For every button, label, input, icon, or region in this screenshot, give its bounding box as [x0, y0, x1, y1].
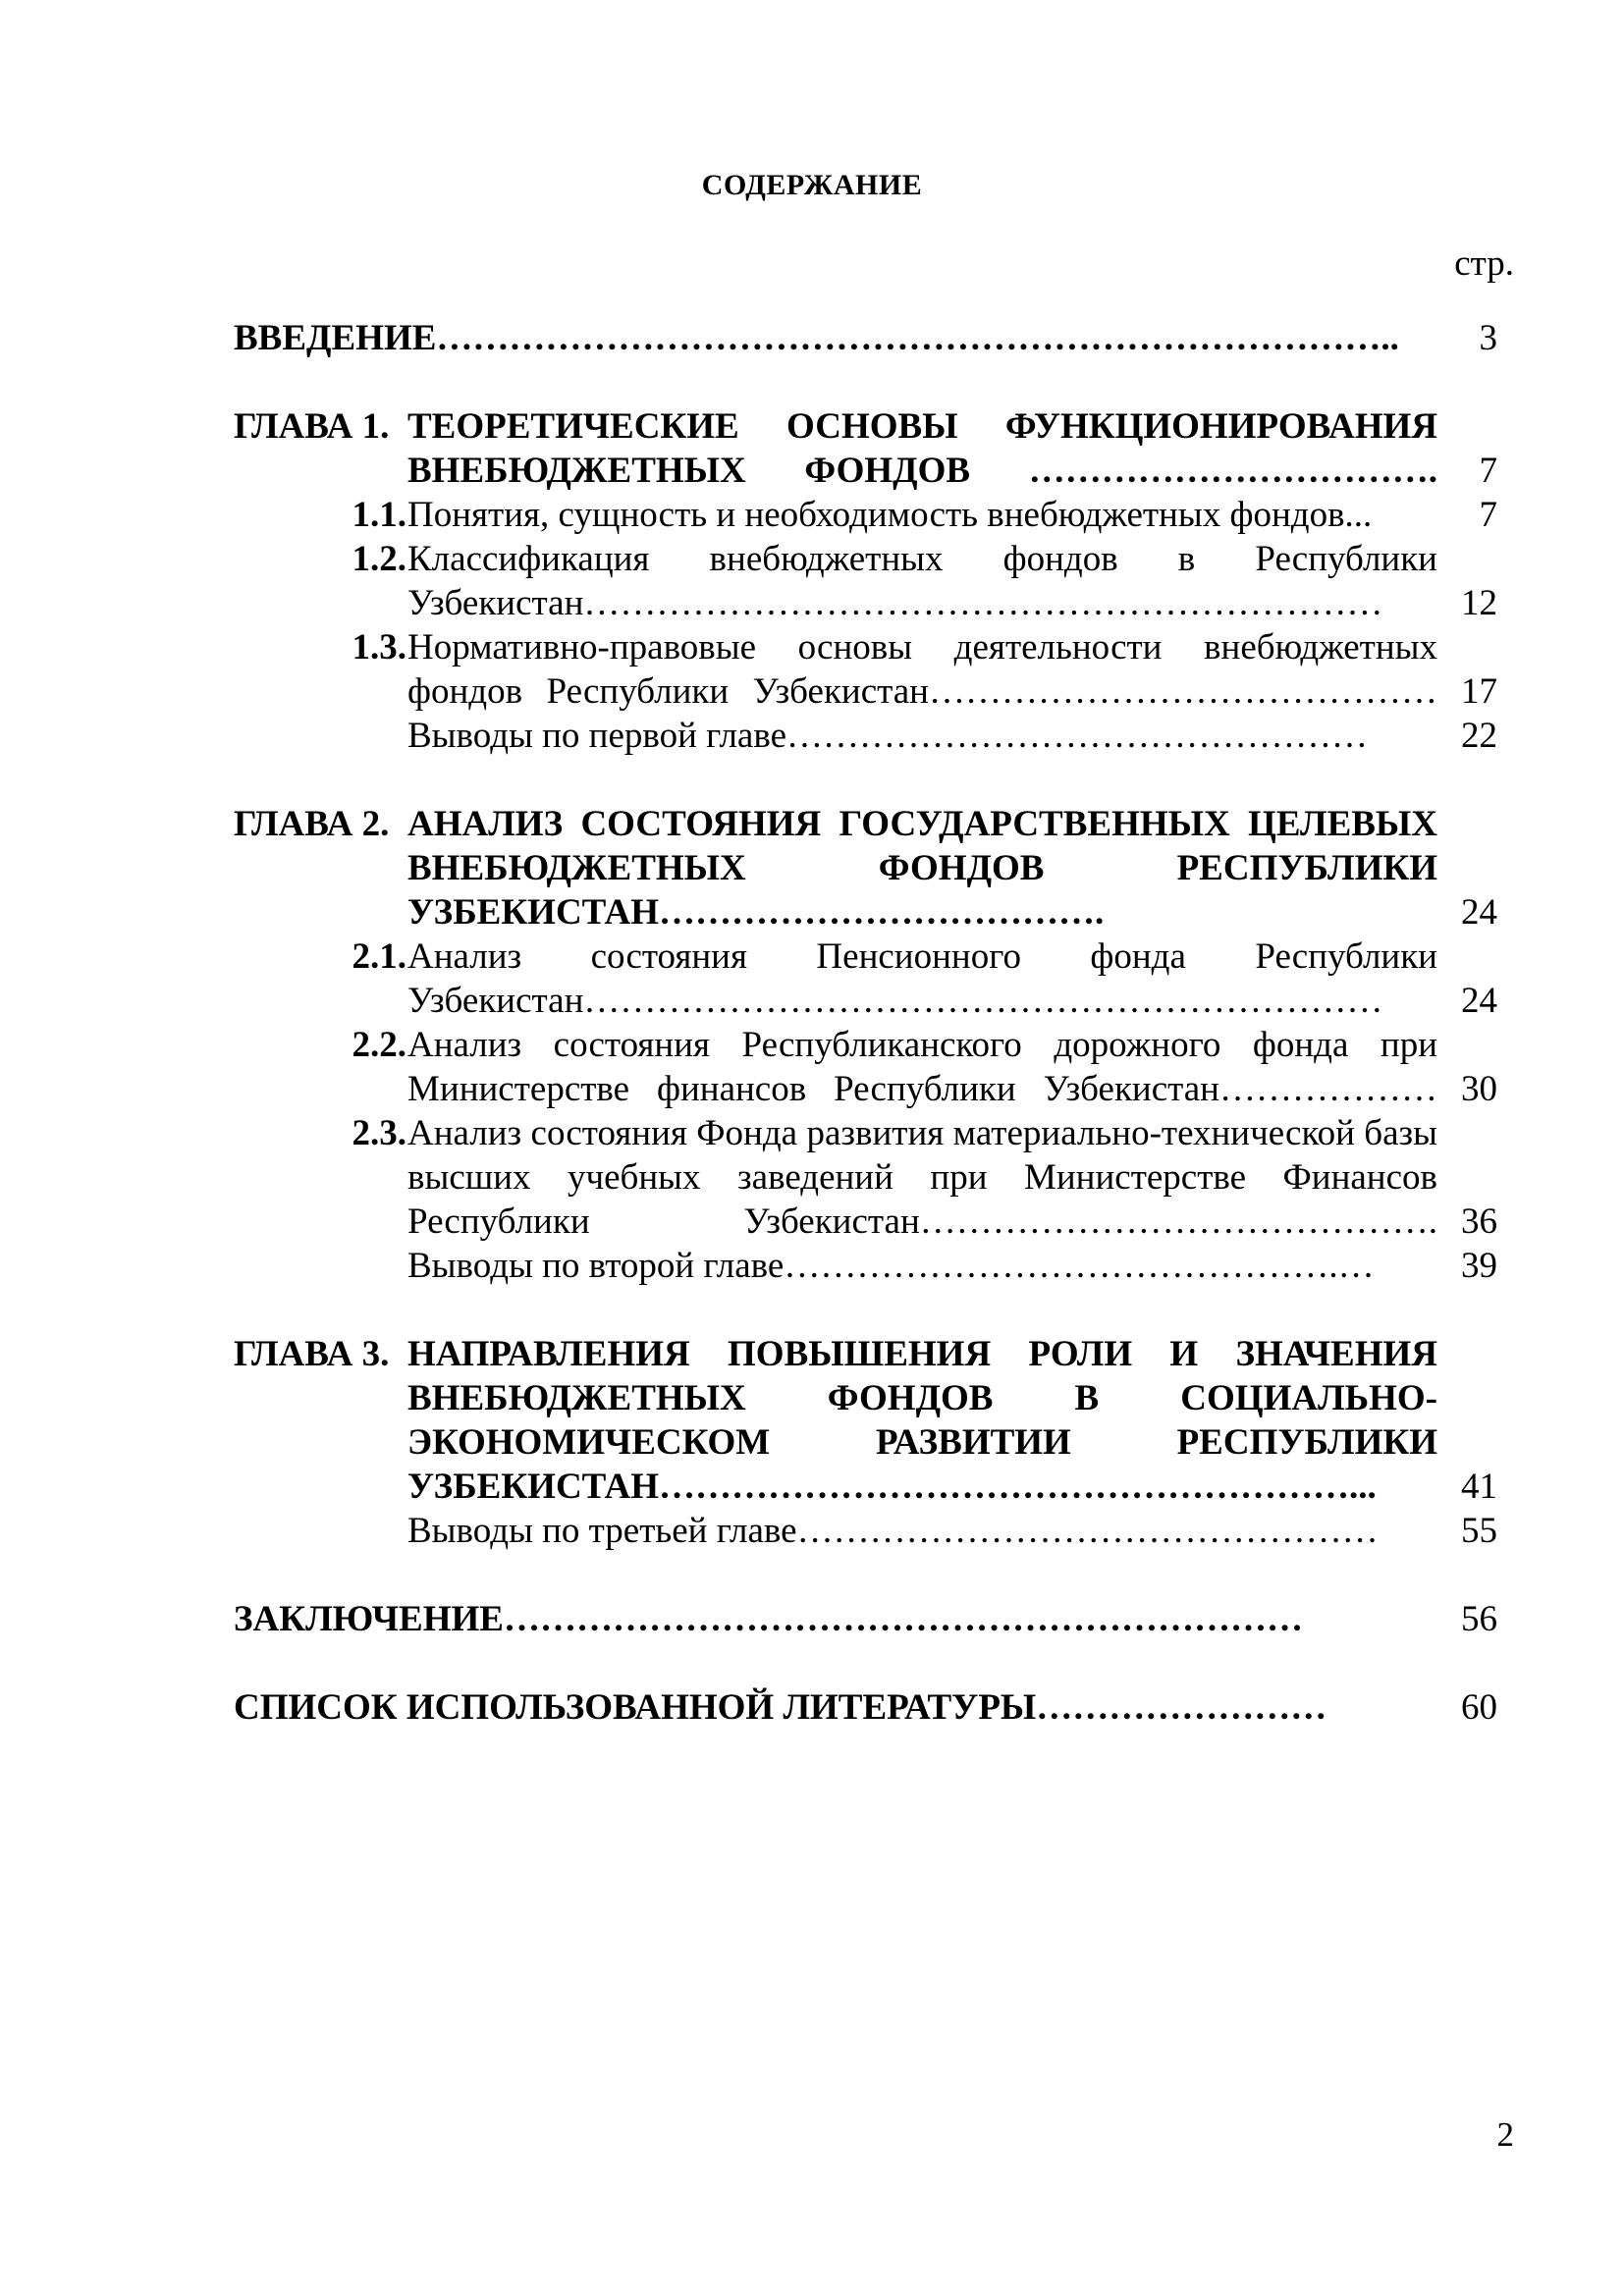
toc-entry-text: Анализ состояния Республиканского дорожного фонда при Министерстве финансов Республики Узбекистан………………	[407, 1025, 1437, 1109]
page-number: 2	[1496, 2115, 1514, 2154]
toc-entry-page: 7	[1479, 495, 1497, 535]
toc-entry-text: Выводы по третьей главе…………………………………………	[407, 1511, 1379, 1551]
toc-entry-page: 24	[1461, 892, 1497, 933]
toc-entry-chapter-1	[234, 404, 1498, 493]
table-of-contents	[234, 316, 1498, 1730]
toc-entry-conclusion	[234, 1597, 1498, 1641]
toc-entry-text: СПИСОК ИСПОЛЬЗОВАННОЙ ЛИТЕРАТУРЫ……………………	[234, 1687, 1327, 1728]
toc-entry-text: Анализ состояния Пенсионного фонда Республики Узбекистан…………………………………………………………	[407, 936, 1437, 1021]
toc-entry-section-2-2	[234, 1023, 1498, 1111]
toc-entry-page: 30	[1461, 1069, 1497, 1109]
toc-entry-page: 17	[1461, 671, 1497, 712]
toc-entry-page: 12	[1461, 583, 1497, 623]
toc-entry-chapter-3-summary	[234, 1509, 1498, 1553]
toc-entry-number: 1.3.	[352, 627, 406, 667]
toc-entry-number: ГЛАВА 2.	[234, 804, 390, 844]
toc-entry-page: 56	[1461, 1599, 1497, 1639]
toc-entry-text: Выводы по второй главе……………………………………….…	[407, 1246, 1375, 1286]
toc-entry-page: 22	[1461, 716, 1497, 756]
toc-entry-number: 2.3.	[352, 1113, 406, 1153]
toc-entry-number: 2.1.	[352, 936, 406, 977]
toc-entry-page: 39	[1461, 1246, 1497, 1286]
toc-entry-text: Анализ состояния Фонда развития материально-технической базы высших учебных заведений при Министерстве Финансов Республики Узбекистан…………………………………….	[407, 1113, 1437, 1242]
toc-entry-text: Понятия, сущность и необходимость внебюджетных фондов...	[407, 495, 1373, 535]
toc-entry-number: 1.1.	[352, 495, 406, 535]
toc-entry-text: ВВЕДЕНИЕ……………………………………………………………………..	[234, 318, 1399, 358]
toc-entry-number: 2.2.	[352, 1025, 406, 1065]
toc-entry-number: 1.2.	[352, 539, 406, 579]
toc-entry-page: 24	[1461, 981, 1497, 1021]
toc-entry-chapter-2-summary	[234, 1244, 1498, 1288]
toc-entry-text: Нормативно-правовые основы деятельности внебюджетных фондов Республики Узбекистан……………………………………	[407, 627, 1437, 712]
page-title: СОДЕРЖАНИЕ	[701, 169, 923, 201]
toc-entry-page: 60	[1461, 1687, 1497, 1728]
toc-entry-text: Выводы по первой главе…………………………………………	[407, 716, 1369, 756]
toc-entry-section-1-3	[234, 625, 1498, 714]
toc-entry-text: Классификация внебюджетных фондов в Республики Узбекистан…………………………………………………………	[407, 539, 1437, 623]
toc-entry-text: НАПРАВЛЕНИЯ ПОВЫШЕНИЯ РОЛИ И ЗНАЧЕНИЯ ВНЕБЮДЖЕТНЫХ ФОНДОВ В СОЦИАЛЬНО-ЭКОНОМИЧЕСКОМ РАЗВИТИИ РЕСПУБЛИКИ УЗБЕКИСТАН…………………………………………………...	[407, 1334, 1437, 1507]
toc-entry-text: АНАЛИЗ СОСТОЯНИЯ ГОСУДАРСТВЕННЫХ ЦЕЛЕВЫХ ВНЕБЮДЖЕТНЫХ ФОНДОВ РЕСПУБЛИКИ УЗБЕКИСТАН……………………………….	[407, 804, 1437, 933]
toc-entry-text: ЗАКЛЮЧЕНИЕ…………………………………………………………	[234, 1599, 1303, 1639]
toc-entry-section-2-3	[234, 1111, 1498, 1244]
toc-entry-page: 36	[1461, 1201, 1497, 1242]
toc-entry-references	[234, 1685, 1498, 1730]
toc-entry-page: 7	[1479, 451, 1497, 491]
toc-entry-section-2-1	[234, 934, 1498, 1023]
toc-entry-page: 3	[1479, 318, 1497, 358]
toc-entry-section-1-1	[234, 493, 1498, 537]
toc-entry-chapter-3	[234, 1332, 1498, 1509]
toc-entry-page: 55	[1461, 1511, 1497, 1551]
toc-entry-text: ТЕОРЕТИЧЕСКИЕ ОСНОВЫ ФУНКЦИОНИРОВАНИЯ ВНЕБЮДЖЕТНЫХ ФОНДОВ …………………………….	[407, 406, 1437, 491]
toc-entry-number: ГЛАВА 3.	[234, 1334, 390, 1374]
toc-entry-chapter-1-summary	[234, 714, 1498, 758]
toc-entry-chapter-2	[234, 802, 1498, 934]
toc-entry-introduction	[234, 316, 1498, 360]
toc-entry-section-1-2	[234, 537, 1498, 625]
toc-entry-number: ГЛАВА 1.	[234, 406, 390, 447]
page-column-label: стр.	[1454, 243, 1514, 284]
toc-entry-page: 41	[1461, 1467, 1497, 1507]
